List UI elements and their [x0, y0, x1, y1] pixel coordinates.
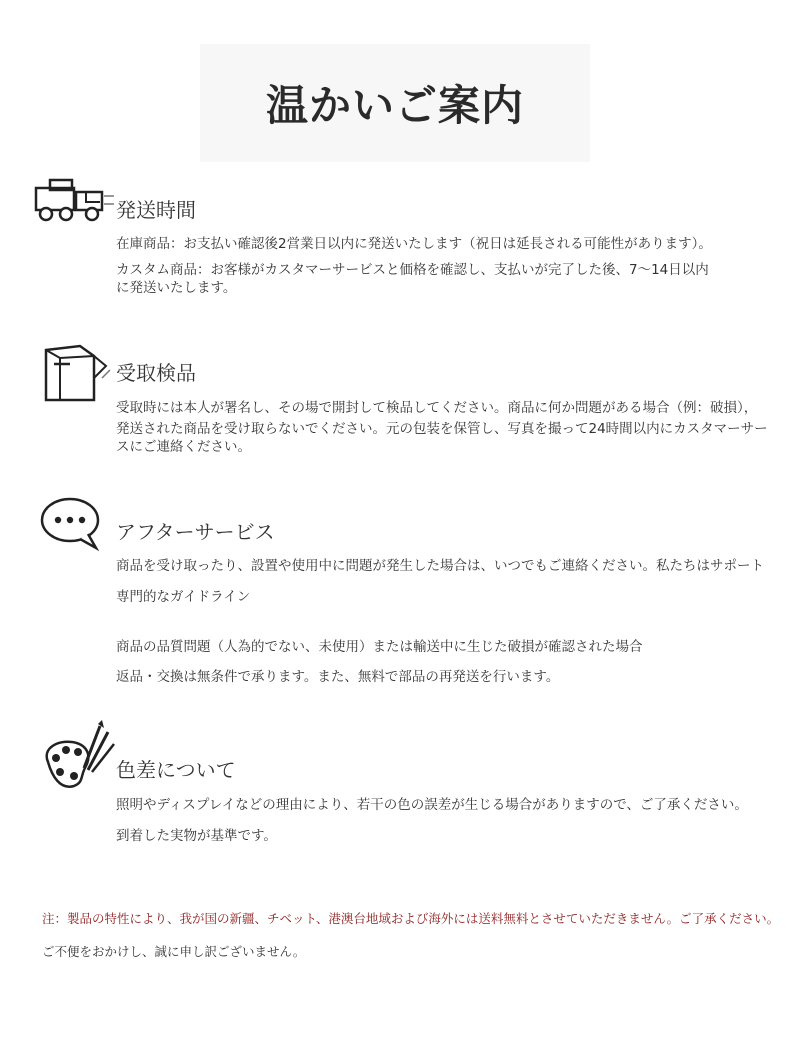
section-heading-shipping: 発送時間: [116, 198, 196, 222]
after-service-return-policy: 返品・交換は無条件で承ります。また、無料で部品の再発送を行います。: [116, 669, 560, 685]
inspection-text-line3: スにご連絡ください。: [116, 439, 251, 455]
title-banner: [200, 44, 590, 162]
color-difference-standard: 到着した実物が基準です。: [116, 828, 277, 844]
after-service-quality-issue: 商品の品質問題（人為的でない、未使用）または輸送中に生じた破損が確認された場合: [116, 639, 643, 655]
shipping-restriction-note: 注：製品の特性により、我が国の新疆、チベット、港澳台地域および海外には送料無料とさせていただきません。ご了承ください。: [42, 911, 780, 926]
section-heading-inspection: 受取検品: [116, 361, 196, 385]
inspection-text-line1: 受取時には本人が署名し、その場で開封して検品してください。商品に何か問題がある場合（例：破損），: [116, 400, 758, 416]
page-title: 温かいご案内: [265, 81, 524, 130]
section-heading-color-difference: 色差について: [116, 758, 236, 782]
shipping-custom-text-cont: に発送いたします。: [116, 280, 237, 296]
shipping-custom-text: カスタム商品：お客様がカスタマーサービスと価格を確認し、支払いが完了した後、7〜14日以内: [116, 262, 709, 278]
apology-text: ご不便をおかけし、誠に申し訳ございません。: [42, 944, 306, 959]
section-heading-after-service: アフターサービス: [116, 520, 275, 544]
palette-icon: [40, 720, 116, 790]
chat-bubble-icon: [40, 496, 104, 552]
after-service-guideline: 専門的なガイドライン: [116, 589, 251, 605]
box-icon: [40, 342, 114, 406]
after-service-text-line1: 商品を受け取ったり、設置や使用中に問題が発生した場合は、いつでもご連絡ください。私たちはサポート: [116, 558, 764, 574]
truck-icon: [34, 178, 116, 224]
shipping-stock-text: 在庫商品：お支払い確認後2営業日以内に発送いたします（祝日は延長される可能性があります）。: [116, 236, 712, 252]
color-difference-text: 照明やディスプレイなどの理由により、若干の色の誤差が生じる場合がありますので、ご了承ください。: [116, 797, 748, 813]
inspection-text-line2: 発送された商品を受け取らないでください。元の包装を保管し、写真を撮って24時間以内にカスタマーサー: [116, 421, 768, 437]
